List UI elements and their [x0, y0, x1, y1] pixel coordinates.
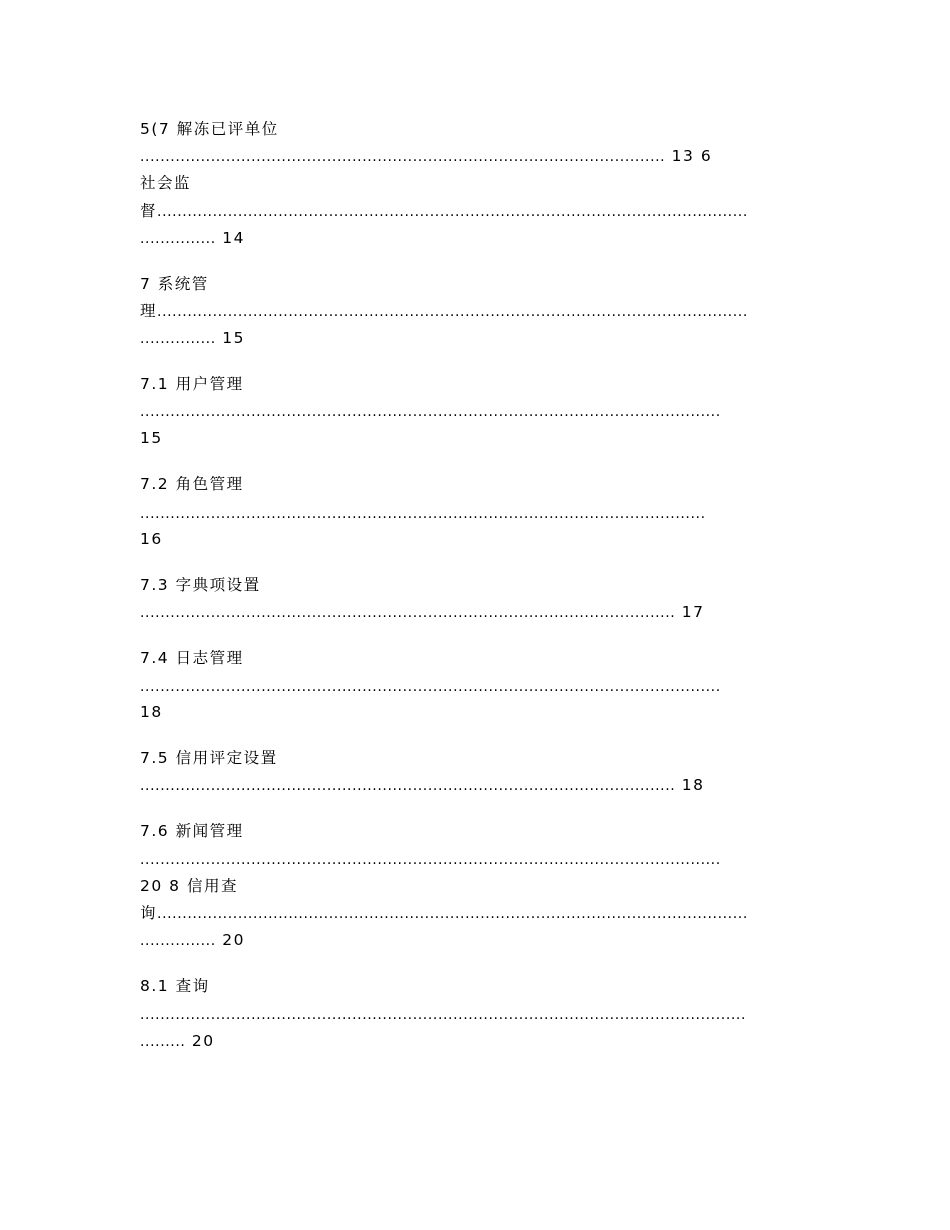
toc-leader-line — [140, 775, 705, 796]
toc-heading-7-cont: 理 — [140, 302, 158, 320]
toc-heading-7-2: 7.2 角色管理 — [140, 475, 244, 493]
toc-leader-dots: ................................................................................................................... — [140, 852, 721, 868]
toc-heading-7-6: 7.6 新闻管理 — [140, 822, 244, 840]
toc-leader-line — [140, 328, 245, 349]
toc-leader-dots: .......................................................................................................... — [140, 605, 676, 621]
toc-heading-7-5: 7.5 信用评定设置 — [140, 749, 278, 767]
toc-leader-line — [140, 201, 748, 222]
toc-page-number: 18 — [681, 776, 705, 794]
toc-page-number: 13 6 — [671, 147, 713, 165]
toc-page-number: 15 — [140, 429, 163, 447]
toc-page-number: 14 — [222, 229, 245, 247]
toc-leader-line — [140, 503, 706, 524]
toc-leader-dots: ............... — [140, 231, 216, 247]
toc-leader-dots: .......................................................................................................... — [140, 778, 676, 794]
toc-leader-dots: ........................................................................................................ — [140, 149, 666, 165]
toc-leader-line — [140, 228, 245, 249]
toc-leader-line — [140, 849, 721, 870]
toc-heading-8: 20 8 信用查 — [140, 877, 238, 895]
toc-leader-dots: ........................................................................................................................ — [140, 1007, 747, 1023]
toc-leader-dots: ................................................................................................................... — [140, 404, 721, 420]
toc-leader-dots: ..................................................................................................................... — [157, 906, 748, 922]
toc-heading-6-cont: 督 — [140, 202, 158, 220]
toc-leader-line — [140, 301, 748, 322]
toc-leader-line — [140, 401, 721, 422]
toc-page-number: 17 — [681, 603, 705, 621]
toc-leader-dots: ..................................................................................................................... — [157, 304, 748, 320]
toc-heading-8-cont: 询 — [140, 904, 158, 922]
toc-leader-line — [140, 930, 245, 951]
toc-page-number: 18 — [140, 703, 163, 721]
toc-heading-7-3: 7.3 字典项设置 — [140, 576, 261, 594]
toc-heading-7-1: 7.1 用户管理 — [140, 375, 244, 393]
toc-heading-7-4: 7.4 日志管理 — [140, 649, 244, 667]
toc-leader-line — [140, 1004, 746, 1025]
toc-leader-dots: ................................................................................................................... — [140, 679, 721, 695]
toc-leader-dots: ............... — [140, 933, 216, 949]
toc-heading-6: 社会监 — [140, 174, 192, 192]
toc-leader-line — [140, 602, 705, 623]
toc-page-number: 20 — [191, 1032, 215, 1050]
toc-heading-7: 7 系统管 — [140, 275, 209, 293]
toc-leader-dots: ............... — [140, 331, 216, 347]
toc-page-number: 15 — [222, 329, 245, 347]
toc-leader-line — [140, 1031, 215, 1052]
toc-heading-8-1: 8.1 查询 — [140, 977, 210, 995]
toc-page-number: 16 — [140, 530, 163, 548]
toc-leader-line — [140, 146, 712, 167]
toc-leader-line — [140, 676, 721, 697]
toc-leader-line — [140, 903, 748, 924]
toc-leader-dots: ................................................................................................................ — [140, 506, 706, 522]
toc-heading-5-7: 5(7 解冻已评单位 — [140, 120, 279, 138]
toc-leader-dots: ..................................................................................................................... — [157, 204, 748, 220]
toc-page-number: 20 — [222, 931, 245, 949]
toc-leader-dots: ......... — [140, 1034, 186, 1050]
